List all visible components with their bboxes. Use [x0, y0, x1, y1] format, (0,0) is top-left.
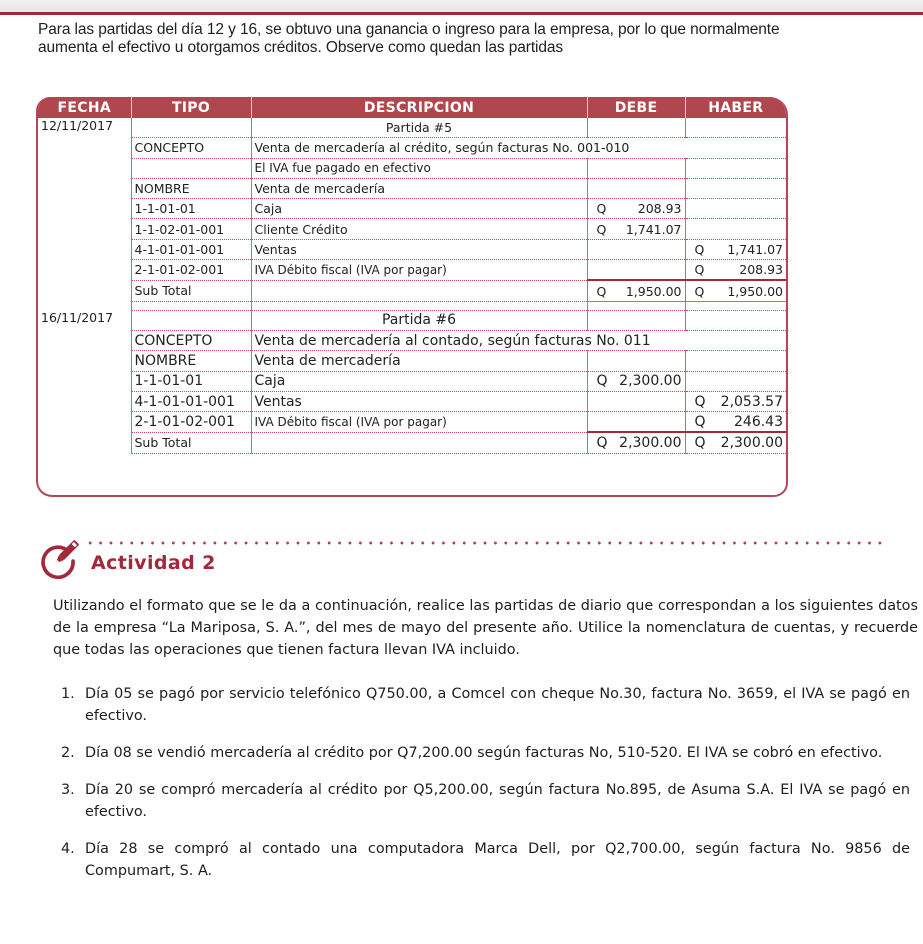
header-row: [38, 97, 786, 118]
table-row: [38, 199, 786, 219]
subtotal-row: [38, 432, 786, 453]
table-row: [38, 138, 786, 158]
list-item: 3. Día 20 se compró mercadería al crédito por Q5,200.00, según factura No.895, de Asuma S.A. El IVA se pagó en efectivo.: [61, 782, 910, 820]
nombre-cell: Venta de mercadería: [251, 351, 587, 371]
account-name: Cliente Crédito: [251, 219, 587, 239]
col-tipo: TIPO: [131, 97, 251, 118]
concepto-cell: Venta de mercadería al crédito, según facturas No. 001-010: [251, 138, 786, 158]
journal-table: [36, 97, 788, 497]
table-row: [38, 239, 786, 259]
table-row: [38, 178, 786, 198]
page-top-border: [0, 0, 923, 15]
subtotal-debe: Q 1,950.00: [587, 280, 685, 301]
account-code: 1-1-01-01: [131, 371, 251, 391]
table-row: [38, 371, 786, 391]
entry-title: Partida #6: [251, 310, 587, 330]
entry-date: 16/11/2017: [38, 310, 131, 453]
intro-paragraph: Para las partidas del día 12 y 16, se obtuvo una ganancia o ingreso para la empresa, por lo que normalmente aumenta el efectivo u otorgamos créditos. Observe como quedan las partidas: [38, 21, 780, 56]
list-item: 1. Día 05 se pagó por servicio telefónico Q750.00, a Comcel con cheque No.30, factura No. 3659, el IVA se pagó en efectivo.: [61, 686, 910, 724]
account-code: 2-1-01-02-001: [131, 412, 251, 433]
list-item: 2. Día 08 se vendió mercadería al crédito por Q7,200.00 según facturas No, 510-520. El IVA se cobró en efectivo.: [61, 745, 883, 761]
account-code: 4-1-01-01-001: [131, 239, 251, 259]
dotted-divider: [85, 541, 888, 545]
table-row: [38, 158, 786, 178]
table-row: [38, 391, 786, 411]
tipo-cell: CONCEPTO: [131, 330, 251, 350]
journal-grid: [38, 97, 786, 454]
account-name: IVA Débito fiscal (IVA por pagar): [251, 260, 587, 281]
haber-amount: [685, 371, 786, 391]
haber-amount: Q 208.93: [685, 260, 786, 281]
subtotal-haber: Q 1,950.00: [685, 280, 786, 301]
activity-intro: Utilizando el formato que se le da a continuación, realice las partidas de diario que correspondan a los siguientes datos de la empresa “La Mariposa, S. A.”, del mes de mayo del presente año. Utilice la nomenclatura de cuentas, y recuerde que todas las operaciones que tienen factura llevan IVA incluido.: [53, 598, 918, 658]
entry-title: Partida #5: [251, 118, 587, 138]
note-cell: El IVA fue pagado en efectivo: [251, 158, 587, 178]
subtotal-label: Sub Total: [131, 432, 251, 453]
account-code: 1-1-01-01: [131, 199, 251, 219]
col-fecha: FECHA: [38, 97, 131, 118]
col-descripcion: DESCRIPCION: [251, 97, 587, 118]
task-list: [53, 683, 918, 897]
table-row: [38, 310, 786, 330]
account-code: 2-1-01-02-001: [131, 260, 251, 281]
debe-amount: [587, 239, 685, 259]
haber-amount: [685, 199, 786, 219]
debe-amount: [587, 412, 685, 433]
col-debe: DEBE: [587, 97, 685, 118]
pencil-circle-icon: [38, 537, 82, 581]
table-row: [38, 260, 786, 281]
table-row: [38, 330, 786, 350]
tipo-cell: NOMBRE: [131, 351, 251, 371]
account-code: 4-1-01-01-001: [131, 391, 251, 411]
haber-amount: Q 1,741.07: [685, 239, 786, 259]
debe-amount: [587, 391, 685, 411]
nombre-cell: Venta de mercadería: [251, 178, 587, 198]
haber-amount: [685, 219, 786, 239]
subtotal-row: [38, 280, 786, 301]
subtotal-haber: Q 2,300.00: [685, 432, 786, 453]
separator-row: [38, 301, 786, 310]
table-row: [38, 351, 786, 371]
haber-amount: Q 246.43: [685, 412, 786, 433]
entry-date: 12/11/2017: [38, 118, 131, 310]
tipo-cell: CONCEPTO: [131, 138, 251, 158]
tipo-cell: NOMBRE: [131, 178, 251, 198]
list-item: 4. Día 28 se compró al contado una computadora Marca Dell, por Q2,700.00, según factura No. 9856 de Compumart, S. A.: [61, 841, 910, 879]
subtotal-label: Sub Total: [131, 280, 251, 301]
concepto-cell: Venta de mercadería al contado, según facturas No. 011: [251, 330, 786, 350]
table-row: [38, 412, 786, 433]
debe-amount: Q 208.93: [587, 199, 685, 219]
account-name: IVA Débito fiscal (IVA por pagar): [251, 412, 587, 433]
account-code: 1-1-02-01-001: [131, 219, 251, 239]
account-name: Caja: [251, 199, 587, 219]
table-row: [38, 118, 786, 138]
debe-amount: Q 2,300.00: [587, 371, 685, 391]
table-row: [38, 219, 786, 239]
account-name: Caja: [251, 371, 587, 391]
debe-amount: Q 1,741.07: [587, 219, 685, 239]
debe-amount: [587, 260, 685, 281]
subtotal-debe: Q 2,300.00: [587, 432, 685, 453]
activity-title: Actividad 2: [91, 552, 216, 574]
col-haber: HABER: [685, 97, 786, 118]
haber-amount: Q 2,053.57: [685, 391, 786, 411]
account-name: Ventas: [251, 239, 587, 259]
account-name: Ventas: [251, 391, 587, 411]
